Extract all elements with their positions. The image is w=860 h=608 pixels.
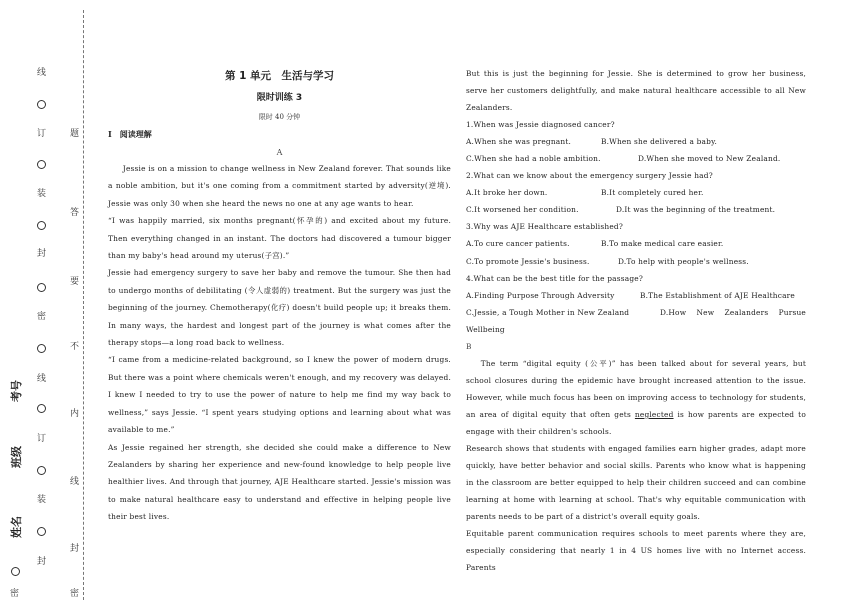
- margin-circle: [37, 100, 46, 109]
- passage-paragraph: But this is just the beginning for Jessie. She is determined to grow her business, serve her customers delightfully, and make natural healthcare accessible to all New Zealanders.: [466, 69, 806, 113]
- passage-paragraph: Jessie had emergency surgery to save her baby and remove the tumour. She then had to undergo months of debilitating (令人虚弱的) treatment. But the surgery was just the beginning of the journey. Chemotherapy(化疗) doesn't build people up; it breaks them. In many ways, the hardest and longest part of the journey is what comes after the therapy stops—a long road back to wellness.: [108, 268, 451, 348]
- question-stem: 1.When was Jessie diagnosed cancer?: [466, 120, 615, 130]
- margin-char: 题: [70, 129, 80, 139]
- underlined-word: neglected: [634, 409, 674, 419]
- option-row: [466, 235, 806, 252]
- margin-char: 密: [10, 589, 20, 599]
- margin-circle: [37, 527, 46, 536]
- passage-b-text: is how parents are expected to engage with their children's schools.: [466, 409, 806, 436]
- option-c: C.When she had a noble ambition.: [466, 154, 601, 164]
- margin-char: 要: [70, 277, 80, 287]
- option-c: C.It worsened her condition.: [466, 205, 579, 215]
- passage-b-text: The term “digital equity (公平)” has been talked about for several years, but school closures during the epidemic have brought increased attention to the issue. However, while much focus has been on improving access to technology for students, an area of digital equity that often gets: [466, 358, 806, 419]
- margin-char: 封: [70, 544, 80, 554]
- margin-char: 内: [70, 409, 80, 419]
- passage-paragraph: “I came from a medicine-related background, so I knew the power of modern drugs. But there was a point where chemicals weren't enough, and my recovery was delayed. I knew I needed to try to use the power of nature to help me find my way back to wellness,” says Jessie. “I spent years studying options and learning about what was available to me.”: [108, 355, 451, 435]
- margin-char: 线: [70, 477, 80, 487]
- option-a: A.When she was pregnant.: [466, 137, 572, 147]
- option-row: [466, 201, 806, 218]
- passage-paragraph: Jessie is on a mission to change wellness in New Zealand forever. That sounds like a noble ambition, but it's one coming from a commitment started by adversity(逆境). Jessie was only 30 when she heard the news no one at any age wants to hear.: [108, 164, 451, 208]
- margin-char: 装: [37, 189, 47, 199]
- margin-circle: [37, 283, 46, 292]
- option-a: A.It broke her down.: [466, 188, 548, 198]
- exam-number-label: 考号: [10, 380, 23, 402]
- option-row: [466, 150, 806, 167]
- option-c: C.Jessie, a Tough Mother in New Zealand: [466, 307, 630, 317]
- passage-paragraph: Research shows that students with engaged families earn higher grades, adapt more quickly, have better behavior and social skills. Parents who know what is happening in the classroom are better equipped to help their children succeed and can combine learning at home with learning at school. That's why equitable communication with parents needs to be part of a district's overall equity goals.: [466, 444, 806, 522]
- margin-char: 密: [70, 589, 80, 599]
- time-limit: 限时 40 分钟: [258, 113, 301, 121]
- question-stem: 3.Why was AJE Healthcare established?: [466, 222, 623, 232]
- name-label: 姓名: [10, 516, 23, 538]
- passage-paragraph: As Jessie regained her strength, she decided she could make a difference to New Zealanders by sharing her experience and new-found knowledge to help people live healthier lives. And through that journey, AJE Healthcare started. Jessie's mission was to make natural healthcare easy to understand and effective in helping people live their best lives.: [108, 442, 451, 522]
- passage-paragraph: “I was happily married, six months pregnant(怀孕的) and excited about my future. Then everything changed in an instant. The doctors had discovered a tumour bigger than my baby's head around my uterus(子宫).”: [108, 216, 451, 261]
- passage-a-letter: A: [276, 148, 283, 157]
- option-a: A.Finding Purpose Through Adversity: [466, 290, 615, 300]
- option-b: B.It completely cured her.: [601, 188, 704, 198]
- margin-circle: [11, 567, 20, 576]
- margin-char: 线: [37, 374, 47, 384]
- option-row: [466, 287, 806, 304]
- section-heading: Ⅰ 阅读理解: [108, 129, 152, 139]
- option-b: B.The Establishment of AJE Healthcare: [640, 290, 795, 300]
- option-d: D.It was the beginning of the treatment.: [616, 205, 776, 215]
- right-column: [466, 65, 806, 576]
- option-c: C.To promote Jessie's business.: [466, 256, 590, 266]
- class-label: 班级: [10, 446, 23, 468]
- margin-circle: [37, 160, 46, 169]
- margin-circle: [37, 221, 46, 230]
- margin-char: 答: [70, 208, 80, 218]
- margin-char: 密: [37, 312, 47, 322]
- margin-char: 装: [37, 495, 47, 505]
- margin-char: 封: [37, 249, 47, 259]
- option-d: D.To help with people's wellness.: [618, 256, 749, 266]
- margin-circle: [37, 404, 46, 413]
- passage-paragraph: [466, 355, 806, 440]
- margin-char: 封: [37, 557, 47, 567]
- question-stem: 2.What can we know about the emergency surgery Jessie had?: [466, 171, 713, 181]
- margin-char: 订: [37, 434, 47, 444]
- option-b: B.To make medical care easier.: [601, 239, 724, 249]
- option-row: [466, 184, 806, 201]
- passage-paragraph: Equitable parent communication requires schools to meet parents where they are, especially considering that nearly 1 in 4 US homes live with no Internet access. Parents: [466, 529, 806, 573]
- option-b: B.When she delivered a baby.: [601, 137, 718, 147]
- margin-char: 订: [37, 129, 47, 139]
- passage-a: [108, 160, 451, 526]
- option-d: D.How New Zealanders Pursue Wellbeing: [466, 307, 806, 334]
- margin-char: 线: [37, 68, 47, 78]
- option-d: D.When she moved to New Zealand.: [638, 154, 781, 164]
- unit-title: 第 1 单元 生活与学习: [224, 70, 335, 82]
- margin-char: 不: [70, 342, 80, 352]
- passage-b-letter: B: [466, 341, 472, 351]
- option-a: A.To cure cancer patients.: [466, 239, 570, 249]
- option-row: [466, 253, 806, 270]
- margin-circle: [37, 344, 46, 353]
- option-row: [466, 304, 806, 338]
- binding-dashed-line: [83, 10, 84, 600]
- practice-title: 限时训练 3: [256, 93, 303, 103]
- question-stem: 4.What can be the best title for the passage?: [466, 273, 644, 283]
- binding-margin: [0, 0, 108, 608]
- margin-circle: [37, 466, 46, 475]
- option-row: [466, 133, 806, 150]
